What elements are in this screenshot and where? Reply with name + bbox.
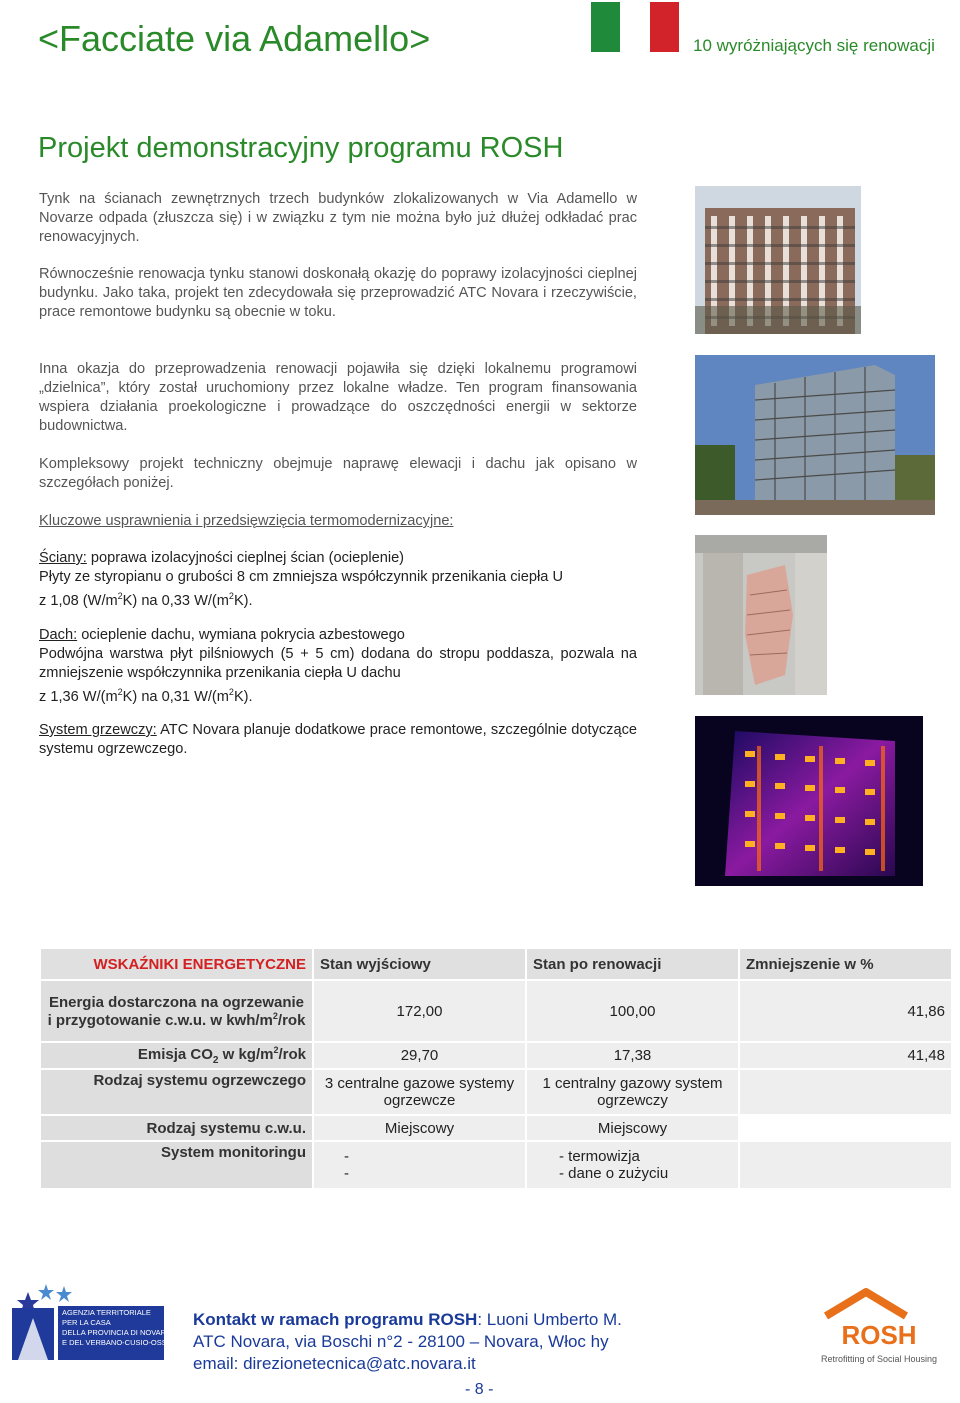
paragraph-insulation: Równocześnie renowacja tynku stanowi doskonałą okazję do poprawy izolacyjności cieplnej budynku. Jako taka, projekt ten zdecydowała się przeprowadzić ATC Novara i rzeczywiście, prace remontowe budynku są obecnie w toku. [39, 266, 637, 320]
walls-section: Ściany: poprawa izolacyjności cieplnej ścian (ocieplenie) Płyty ze styropianu o grubości 8 cm zmniejsza współczynnik przenikania ciepła U z 1,08 $(W/m^2K)$ na 0,33 $W/(m^2K)$. [39, 550, 563, 609]
contact-address: ATC Novara, via Boschi n°2 - 28100 – Novara, Włoc hy [193, 1332, 609, 1351]
contact-block: Kontakt w ramach programu ROSH: Luoni Umberto M. ATC Novara, via Boschi n°2 - 28100 – Novara, Włoc hy email: direzionetecnica@atc.novara.it [193, 1310, 622, 1373]
contact-email: email: direzionetecnica@atc.novara.it [193, 1354, 476, 1373]
paragraph-project: Kompleksowy projekt techniczny obejmuje naprawę elewacji i dachu jak opisano w szczegółach poniżej. [39, 456, 637, 491]
svg-text:AGENZIA TERRITORIALE: AGENZIA TERRITORIALE [62, 1308, 151, 1317]
roof-section: Dach: ocieplenie dachu, wymiana pokrycia azbestowego Podwójna warstwa płyt pilśniowych (5 + 5 cm) dodana do stropu poddasza, pozwala na zmniejszenie współczynnika przenikania ciepła U dachu z 1,36 $W/(m^2K)$ na 0,31 $W/(m^2K)$. [39, 627, 637, 705]
table-cell: 17,38 [527, 1043, 738, 1068]
rosh-logo [806, 1286, 952, 1368]
scaffolding-photo [695, 355, 935, 515]
paragraph-funding: Inna okazja do przeprowadzenia renowacji pojawiła się dzięki lokalnemu programowi „dzielnica”, który został uruchomiony przez lokalne władze. Ten program finansowania wspiera działania proekologiczne i prowadzące do oszczędności energii w sektorze budownictwa. [39, 361, 637, 434]
table-header-row [41, 949, 951, 979]
row-label: System monitoringu [41, 1142, 312, 1188]
section-heading: Projekt demonstracyjny programu ROSH [38, 132, 564, 164]
svg-text:PER LA CASA: PER LA CASA [62, 1318, 111, 1327]
table-row [41, 1070, 951, 1114]
table-cell: 3 centralne gazowe systemy ogrzewcze [314, 1070, 525, 1114]
table-header: Stan po renowacji [527, 949, 738, 979]
table-cell: 29,70 [314, 1043, 525, 1068]
heating-section: System grzewczy: ATC Novara planuje dodatkowe prace remontowe, szczególnie dotyczące systemu ogrzewczego. [39, 722, 637, 757]
table-header: WSKAŹNIKI ENERGETYCZNE [41, 949, 312, 979]
table-header: Stan wyjściowy [314, 949, 525, 979]
series-subtitle: 10 wyróżniających się renowacji [693, 36, 935, 55]
table-header: Zmniejszenie w % [740, 949, 951, 979]
table-cell [740, 1142, 951, 1188]
table-cell: Miejscowy [314, 1116, 525, 1140]
document-title: <Facciate via Adamello> [38, 18, 431, 59]
italian-flag [591, 2, 679, 52]
contact-label: Kontakt w ramach programu ROSH [193, 1310, 478, 1329]
table-cell: - - [314, 1142, 525, 1188]
svg-text:Retrofitting of Social Housing: Retrofitting of Social Housing [820, 1354, 938, 1364]
table-cell: 100,00 [527, 981, 738, 1041]
table-row [41, 1116, 951, 1140]
heating-label: System grzewczy: [39, 722, 157, 738]
roof-label: Dach: [39, 627, 78, 643]
row-label: Emisja $CO_2$ w $kg/m^2$/rok [41, 1043, 312, 1068]
row-label: Rodzaj systemu ogrzewczego [41, 1070, 312, 1114]
row-label: Energia dostarczona na ogrzewanie i przygotowanie c.w.u. w kwh/$m^2$/rok [41, 981, 312, 1041]
walls-label: Ściany: [39, 550, 87, 566]
svg-text:E DEL VERBANO-CUSIO-OSSOLA: E DEL VERBANO-CUSIO-OSSOLA [62, 1338, 182, 1347]
table-row [41, 981, 951, 1041]
thermal-image-photo [695, 716, 923, 886]
building-photo [695, 186, 861, 334]
table-cell: 172,00 [314, 981, 525, 1041]
key-measures-heading: Kluczowe usprawnienia i przedsięwzięcia termomodernizacyjne: [39, 513, 454, 529]
svg-text:ROSH: ROSH [841, 1320, 917, 1350]
page-number: - 8 - [465, 1381, 494, 1398]
table-cell: - termowizja - dane o zużyciu [527, 1142, 738, 1188]
atc-agency-logo [8, 1282, 182, 1366]
table-cell: 41,48 [740, 1043, 951, 1068]
table-cell [740, 1070, 951, 1114]
table-row [41, 1142, 951, 1188]
damaged-wall-photo [695, 535, 827, 695]
row-label: Rodzaj systemu c.w.u. [41, 1116, 312, 1140]
svg-text:DELLA PROVINCIA DI NOVARA: DELLA PROVINCIA DI NOVARA [62, 1328, 172, 1337]
table-cell: Miejscowy [527, 1116, 738, 1140]
paragraph-intro: Tynk na ścianach zewnętrznych trzech budynków zlokalizowanych w Via Adamello w Novarze odpada (złuszcza się) i w związku z tym nie można było już dłużej odkładać prac renowacyjnych. [39, 191, 637, 245]
table-cell: 1 centralny gazowy system ogrzewczy [527, 1070, 738, 1114]
energy-indicators-table [39, 947, 953, 1190]
table-row [41, 1043, 951, 1068]
table-cell [740, 1116, 951, 1140]
table-cell: 41,86 [740, 981, 951, 1041]
